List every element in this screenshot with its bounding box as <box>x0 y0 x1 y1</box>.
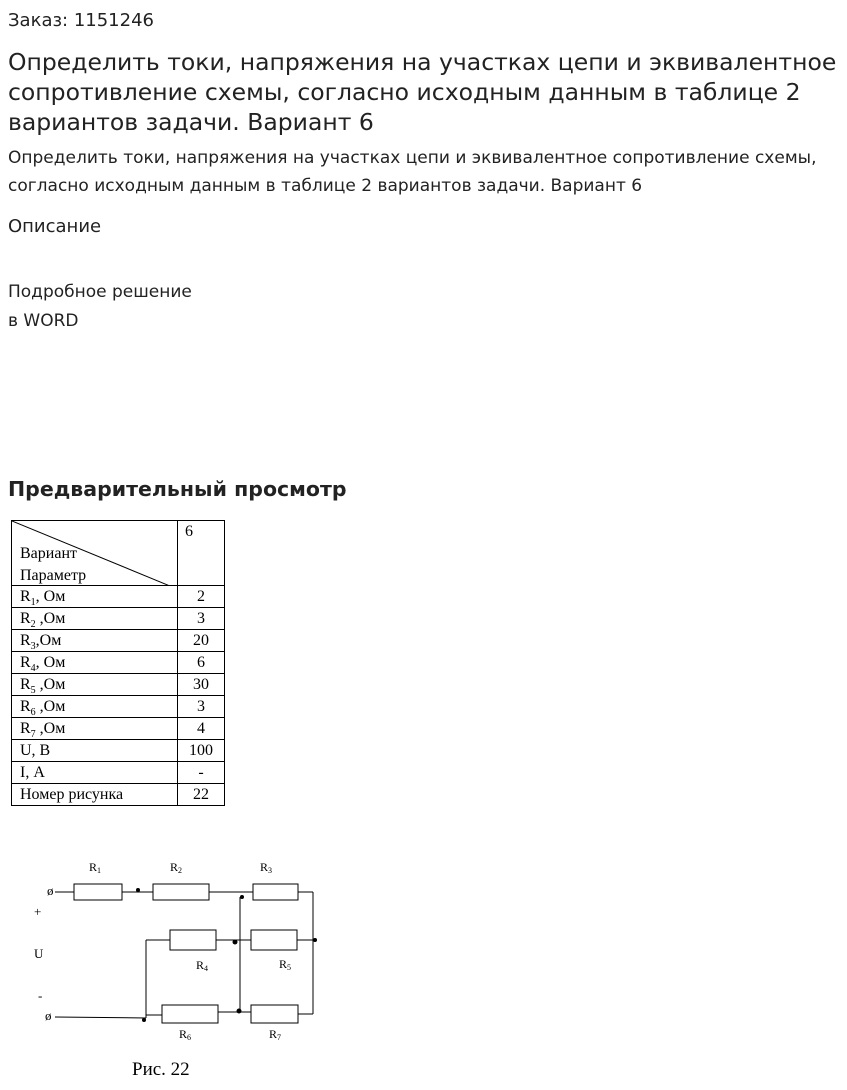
parameter-unit: ,Ом <box>35 610 66 627</box>
description-text <box>8 278 192 336</box>
parameters-table <box>11 520 225 806</box>
resistor-r5 <box>251 930 297 950</box>
table-row <box>12 696 225 718</box>
value-cell: 20 <box>178 630 225 652</box>
parameter-unit: ,Ом <box>35 632 62 649</box>
parameter-subscript: 7 <box>30 729 36 741</box>
order-number: Заказ: 1151246 <box>8 10 154 31</box>
preview-heading: Предварительный просмотр <box>8 477 347 501</box>
parameter-subscript: 1 <box>30 597 36 609</box>
table-row <box>12 784 225 806</box>
parameter-name: R <box>20 676 31 693</box>
parameter-unit: ,Ом <box>35 720 66 737</box>
table-row <box>12 608 225 630</box>
description-line: в WORD <box>8 311 79 331</box>
parameter-subscript: 5 <box>30 685 36 697</box>
resistor-r7 <box>251 1005 298 1023</box>
resistor-r4 <box>170 930 216 950</box>
header-parameter: Параметр <box>20 567 87 584</box>
parameter-subscript: 4 <box>30 663 36 675</box>
table-row <box>12 586 225 608</box>
description-label: Описание <box>8 216 102 237</box>
parameter-subscript: 6 <box>30 707 36 719</box>
table-row <box>12 674 225 696</box>
parameter-cell <box>12 762 178 784</box>
parameter-cell <box>12 586 178 608</box>
r5-label: R5 <box>279 957 292 972</box>
r2-label: R2 <box>170 860 183 875</box>
parameter-cell <box>12 740 178 762</box>
parameter-subscript: 2 <box>30 619 36 631</box>
parameter-name: R <box>20 632 31 649</box>
parameter-unit: ,Ом <box>35 676 66 693</box>
parameter-subscript: 3 <box>30 641 36 653</box>
resistor-r6 <box>162 1005 218 1023</box>
table-row <box>12 652 225 674</box>
parameter-name: U, В <box>20 742 51 759</box>
resistor-r2 <box>153 884 209 900</box>
terminal-top: ø <box>47 883 54 898</box>
parameter-cell <box>12 608 178 630</box>
parameter-cell <box>12 674 178 696</box>
parameter-name: R <box>20 654 31 671</box>
parameter-cell <box>12 630 178 652</box>
value-cell: 6 <box>178 652 225 674</box>
parameter-unit: ,Ом <box>35 698 66 715</box>
header-variant-number: 6 <box>185 523 193 540</box>
minus-sign: - <box>38 988 43 1003</box>
parameter-cell <box>12 784 178 806</box>
parameter-cell <box>12 652 178 674</box>
page-subtitle: Определить токи, напряжения на участках цепи и эквивалентное сопротивление схемы, согласно исходным данным в таблице 2 вариантов задачи. Вариант 6 <box>8 148 817 196</box>
page-title: Определить токи, напряжения на участках цепи и эквивалентное сопротивление схемы, согласно исходным данным в таблице 2 вариантов задачи. Вариант 6 <box>8 48 837 136</box>
circuit-schematic <box>0 850 340 1085</box>
parameter-unit: , Ом <box>35 588 66 605</box>
r3-label: R3 <box>260 860 273 875</box>
parameter-cell <box>12 718 178 740</box>
value-cell: 100 <box>178 740 225 762</box>
description-line: Подробное решение <box>8 282 192 302</box>
r7-label: R7 <box>269 1027 282 1042</box>
header-variant: Вариант <box>20 545 77 562</box>
value-cell: 3 <box>178 608 225 630</box>
table-header-row <box>12 521 225 586</box>
parameter-name: Номер рисунка <box>20 786 124 803</box>
resistor-r3 <box>253 884 298 900</box>
parameter-name: R <box>20 698 31 715</box>
table-row <box>12 740 225 762</box>
parameter-name: R <box>20 588 31 605</box>
value-cell: 2 <box>178 586 225 608</box>
value-cell: 3 <box>178 696 225 718</box>
value-cell: - <box>178 762 225 784</box>
figure-caption: Рис. 22 <box>132 1059 190 1080</box>
table-row <box>12 718 225 740</box>
header-variant-number-cell <box>178 521 225 586</box>
resistor-r1 <box>74 884 122 900</box>
header-diagonal-cell <box>12 521 178 586</box>
parameter-name: R <box>20 610 31 627</box>
parameter-name: I, А <box>20 764 45 781</box>
terminal-bottom: ø <box>45 1008 52 1023</box>
r4-label: R4 <box>196 958 209 973</box>
r6-label: R6 <box>179 1027 192 1042</box>
plus-sign: + <box>34 904 42 919</box>
value-cell: 30 <box>178 674 225 696</box>
r1-label: R1 <box>89 860 102 875</box>
parameter-cell <box>12 696 178 718</box>
value-cell: 4 <box>178 718 225 740</box>
value-cell: 22 <box>178 784 225 806</box>
voltage-label: U <box>34 946 44 961</box>
table-row <box>12 630 225 652</box>
table-row <box>12 762 225 784</box>
parameter-name: R <box>20 720 31 737</box>
parameter-unit: , Ом <box>35 654 66 671</box>
